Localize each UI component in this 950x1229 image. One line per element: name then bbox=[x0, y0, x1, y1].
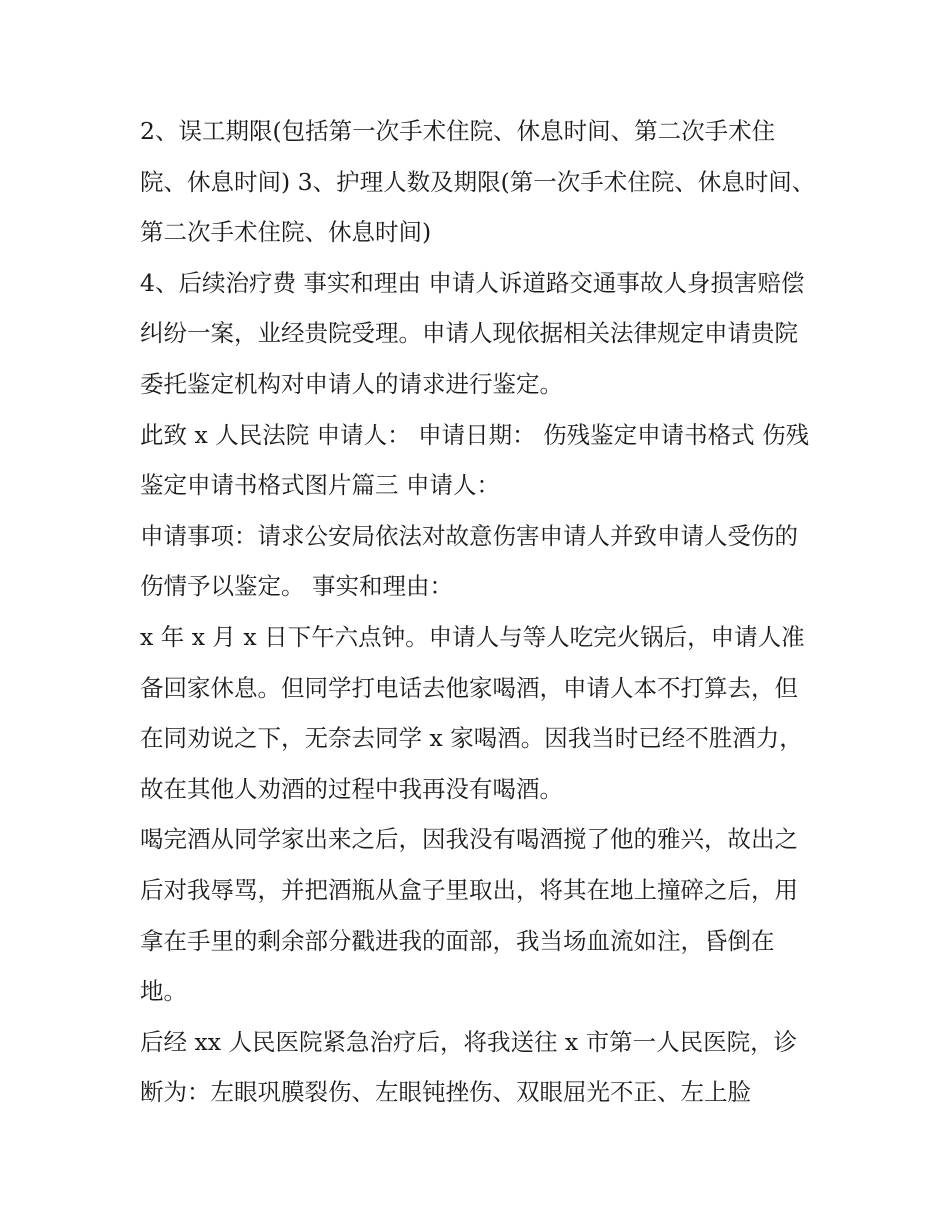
paragraph-facts-part-2: 喝完酒从同学家出来之后，因我没有喝酒搅了他的雅兴，故出之后对我辱骂，并把酒瓶从盒子里取出，将其在地上撞碎之后，用拿在手里的剩余部分戳进我的面部，我当场血流如注，昏倒在地。 bbox=[140, 825, 798, 1006]
paragraph-follow-up-treatment: 4、后续治疗费 事实和理由 申请人诉道路交通事故人身损害赔偿纠纷一案，业经贵院受理。申请人现依据相关法律规定申请贵院委托鉴定机构对申请人的请求进行鉴定。 bbox=[140, 268, 805, 398]
paragraph-closing-and-heading: 此致 x 人民法院 申请人： 申请日期： 伤残鉴定申请书格式 伤残鉴定申请书格式图片篇三 申请人： bbox=[140, 420, 810, 500]
paragraph-application-matters: 申请事项：请求公安局依法对故意伤害申请人并致申请人受伤的伤情予以鉴定。 事实和理由： bbox=[140, 521, 798, 601]
paragraph-diagnosis: 后经 xx 人民医院紧急治疗后，将我送往 x 市第一人民医院，诊断为：左眼巩膜裂伤、左眼钝挫伤、双眼屈光不正、左上脸 bbox=[140, 1027, 798, 1107]
paragraph-facts-part-1: x 年 x 月 x 日下午六点钟。申请人与等人吃完火锅后，申请人准备回家休息。但同学打电话去他家喝酒，申请人本不打算去，但在同劝说之下，无奈去同学 x 家喝酒。因我当时已经不胜酒力，故在其他人劝酒的过程中我再没有喝酒。 bbox=[140, 622, 805, 803]
paragraph-lost-work-period: 2、误工期限(包括第一次手术住院、休息时间、第二次手术住院、休息时间) 3、护理人数及期限(第一次手术住院、休息时间、第二次手术住院、休息时间) bbox=[140, 117, 816, 247]
document-body bbox=[140, 106, 820, 1118]
